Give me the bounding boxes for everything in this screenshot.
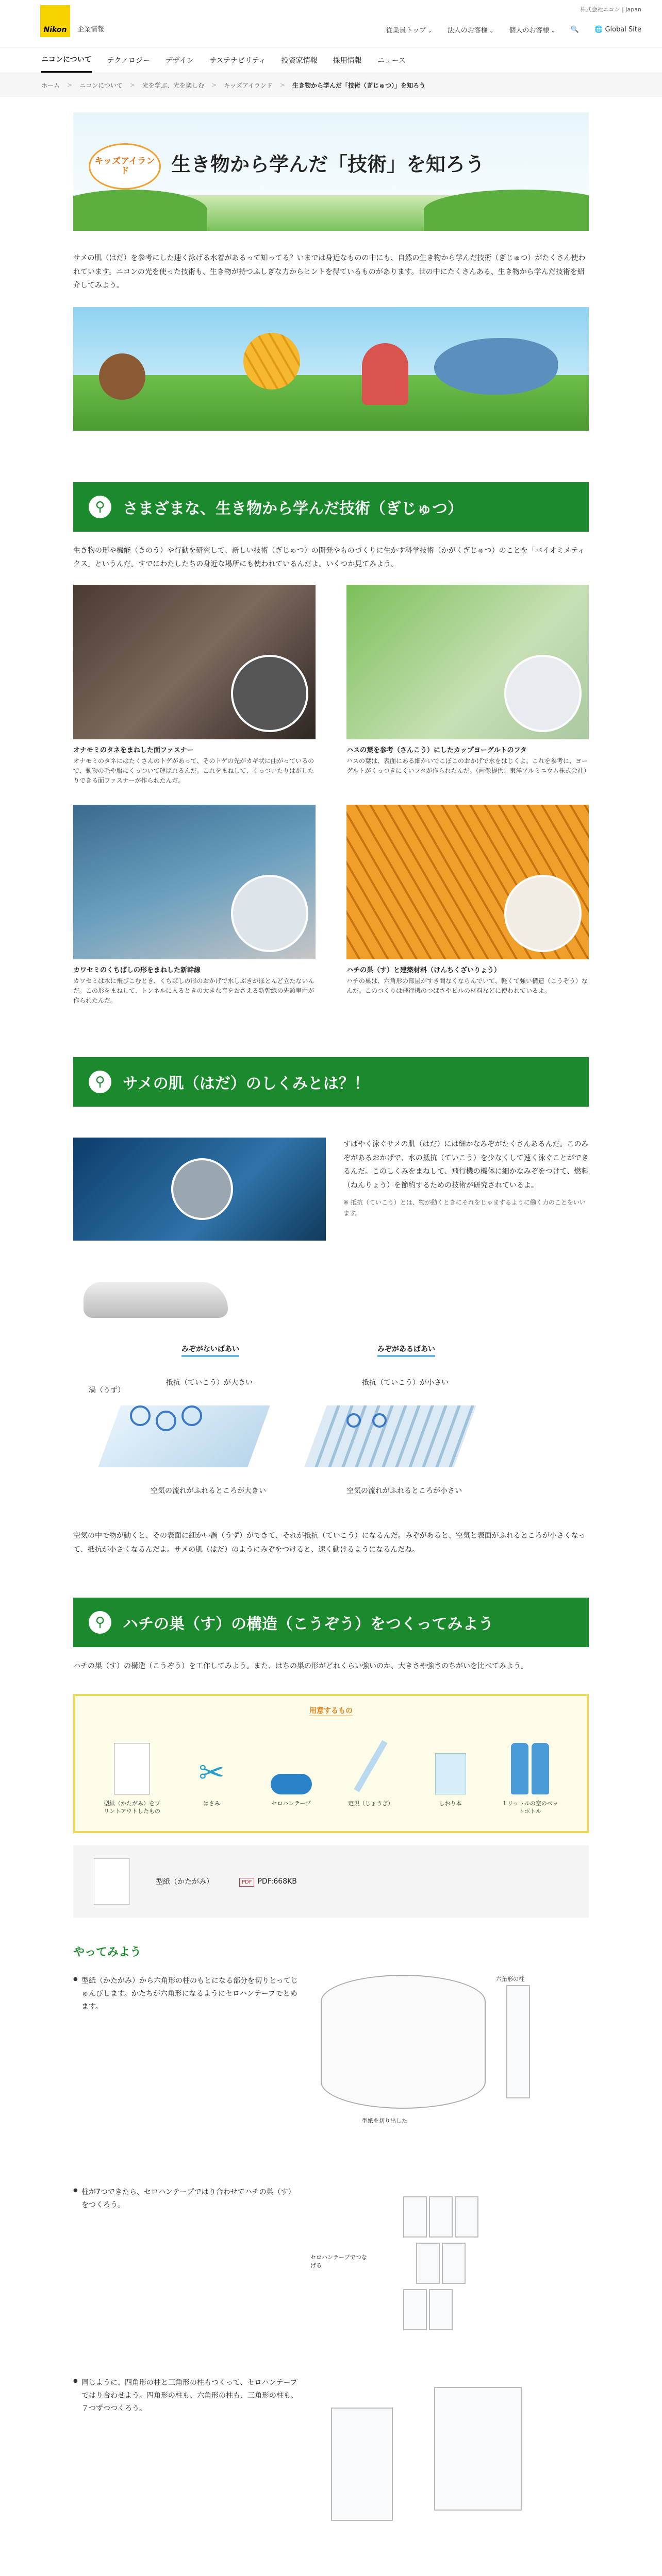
owl-character [99, 353, 145, 400]
airplane-illustration [84, 1282, 228, 1318]
step-text: ● 同じように、四角形の柱と三角形の柱もつくって、セロハンテープではり合わせよう。四角形の柱も、六角形の柱も、三角形の柱も、７つずつつくろう。 [73, 2377, 300, 2416]
vortex-swirl [156, 1411, 176, 1431]
material-label: セロハンテープ [271, 1800, 311, 1807]
kids-island-badge: キッズアイランド [89, 143, 161, 190]
honeycomb-illustration [243, 333, 300, 389]
corp-label: 企業情報 [77, 26, 105, 33]
square-column-block [331, 2408, 393, 2521]
template-download [73, 1845, 589, 1918]
materials-title: 用意するもの [309, 1705, 353, 1716]
gnav-ir[interactable]: 投資家情報 [281, 56, 318, 65]
template-thumbnail [94, 1858, 130, 1905]
hill-illustration [424, 190, 589, 231]
material-label: １リットルの空のペットボトル [502, 1800, 558, 1815]
grooved-surface [304, 1405, 476, 1467]
global-site-label: Global Site [605, 26, 641, 33]
section-intro: ハチの巣（す）の構造（こうぞう）を工作してみよう。また、はちの巣の形がどれくらい強いのか、大きさや強さのちがいを比べてみよう。 [73, 1662, 528, 1671]
shark-text: すばやく泳ぐサメの肌（はだ）には細かなみぞがたくさんあるんだ。このみぞがあるおかげで、水の抵抗（ていこう）を少なくして速く泳ぐことができるんだ。このしくみをまねして、飛行機の機体に細かなみぞをつけて、燃料（ねんりょう）を節約するための技術が研究されているよ。 [343, 1140, 589, 1190]
download-label: 型紙（かたがみ） [156, 1877, 213, 1886]
step-item [73, 2186, 589, 2361]
vortex-swirl [181, 1405, 202, 1426]
section-intro: 生き物の形や機能（きのう）や行動を研究して、新しい技術（ぎじゅつ）の開発やものづくりに生かす科学技術（かがくぎじゅつ）のことを「バイオミメティクス」というんだ。すでにわたしたちの身近な場所にも使われているんだよ。いくつか見てみよう。 [73, 546, 585, 569]
ruler-icon [354, 1740, 387, 1792]
nav-employee-top[interactable]: 従業員トップ ⌄ [386, 25, 432, 35]
crumb-current: 生き物から学んだ「技術（ぎじゅつ）」を知ろう [292, 81, 425, 89]
material-label: しおり本 [439, 1800, 462, 1807]
step-text: ● 柱が7つできたら、セロハンテープではり合わせてハチの巣（す）をつくろう。 [73, 2186, 300, 2212]
shinkansen-closeup [231, 875, 308, 952]
pdf-icon: PDF [239, 1878, 254, 1887]
material-item [420, 1738, 482, 1816]
example-card [73, 585, 316, 786]
material-label: 定規（じょうぎ） [348, 1800, 394, 1807]
hex-column [429, 2289, 453, 2330]
materials-box [73, 1694, 589, 1833]
step-item [73, 1975, 589, 2171]
nav-global-site[interactable] [594, 26, 641, 33]
hero-banner [73, 112, 589, 231]
hex-column [403, 2196, 427, 2238]
material-item [340, 1738, 402, 1816]
magnifier-icon: ⚲ [89, 496, 111, 518]
section-title: さまざまな、生き物から学んだ技術（ぎじゅつ） [123, 499, 463, 518]
tape-icon [271, 1774, 312, 1794]
nav-personal[interactable]: 個人のお客様 ⌄ [509, 25, 555, 35]
page-title: 生き物から学んだ「技術」を知ろう [171, 153, 485, 176]
step-item [73, 2377, 589, 2562]
hex-column [455, 2196, 478, 2238]
card-title: カワセミのくちばしの形をまねした新幹線 [73, 966, 201, 974]
pdf-download-link[interactable] [239, 1877, 297, 1886]
honeycomb-photo [346, 805, 589, 959]
steps-title: やってみよう [73, 1945, 142, 1959]
kingfisher-photo [73, 805, 316, 959]
example-card [73, 805, 316, 1006]
vortex-swirl [346, 1413, 361, 1428]
lid-closeup [504, 655, 582, 732]
magnifier-icon: ⚲ [89, 1071, 111, 1093]
pdf-size: PDF:668KB [257, 1877, 297, 1886]
top-nav [386, 25, 641, 35]
hex-column [442, 2243, 466, 2284]
hex-column [403, 2289, 427, 2330]
section-header-honeycomb [73, 1598, 589, 1647]
hex-column [506, 1985, 530, 2098]
search-icon[interactable]: 🔍 [570, 26, 580, 33]
card-desc: ハチの巣は、六角形の部屋がすき間なくならんでいて、軽くて強い構造（こうぞう）なんだ。このつくりは飛行機のつばさやビルの材料などに使われているよ。 [346, 977, 588, 994]
label-resistance-small: 抵抗（ていこう）が小さい [362, 1379, 449, 1387]
board-icon [435, 1753, 466, 1794]
bottle-icon [511, 1743, 528, 1794]
gnav-careers[interactable]: 採用情報 [333, 56, 362, 65]
crumb-kids[interactable]: キッズアイランド [224, 81, 273, 89]
label-groove: みぞがあるばあい [377, 1344, 435, 1357]
crumb-light[interactable]: 光を学ぶ、光を楽しむ [142, 81, 205, 89]
globe-icon: 🌐 [594, 26, 603, 33]
example-card [346, 805, 589, 1006]
gnav-sustainability[interactable]: サステナビリティ [209, 56, 266, 65]
example-grid [73, 585, 589, 1006]
material-item [260, 1738, 322, 1816]
hex-column [416, 2243, 440, 2284]
section-header-shark [73, 1057, 589, 1107]
nav-business[interactable]: 法人のお客様 ⌄ [448, 25, 494, 35]
vortex-swirl [372, 1413, 387, 1428]
section-title: サメの肌（はだ）のしくみとは？！ [123, 1075, 370, 1093]
gnav-design[interactable]: デザイン [165, 56, 194, 65]
card-title: ハチの巣（す）と建築材料（けんちくざいりょう） [346, 966, 501, 974]
shark-character [434, 338, 558, 395]
card-desc: カワセミは水に飛びこむとき、くちばしの形のおかげで水しぶきがほとんど立たないんだ。この形をまねして、トンネルに入るときの大きな音をおさえる新幹線の先頭車両が作られたんだ。 [73, 977, 315, 1004]
site-header [0, 0, 662, 47]
section-header-biomimetics [73, 482, 589, 532]
girl-character [362, 343, 408, 405]
global-nav [0, 47, 662, 73]
lotus-photo [346, 585, 589, 739]
cut-template-illustration [321, 1975, 486, 2109]
region-link[interactable]: 株式会社ニコン | Japan [580, 6, 641, 13]
skin-closeup [171, 1158, 233, 1220]
label-resistance-big: 抵抗（ていこう）が大きい [166, 1379, 253, 1387]
material-label: 型紙（かたがみ）をプリントアウトしたもの [104, 1800, 160, 1815]
scissors-icon: ✂ [198, 1755, 225, 1791]
step-label: 六角形の柱 [496, 1975, 524, 1982]
card-desc: オナモミのタネにはたくさんのトゲがあって、そのトゲの先がカギ状に曲がっているので、動物の毛や服にくっついて運ばれるんだ。これをまねして、くっついたりはがしたりできる面ファスナーが作られたんだ。 [73, 757, 315, 785]
square-column-block [434, 2387, 522, 2511]
paper-icon [114, 1743, 150, 1794]
gnav-about[interactable]: ニコンについて [41, 47, 92, 73]
bottle-icon [532, 1743, 549, 1794]
crumb-about[interactable]: ニコンについて [79, 81, 123, 89]
burdock-photo [73, 585, 316, 739]
material-item [499, 1738, 561, 1816]
crumb-home[interactable]: ホーム [41, 81, 60, 89]
breadcrumb: ホーム > ニコンについて > 光を学ぶ、光を楽しむ > キッズアイランド > 生き物から学んだ「技術（ぎじゅつ）」を知ろう [0, 73, 662, 97]
intro-illustration [73, 307, 589, 431]
main-content [73, 112, 589, 2576]
label-no-groove: みぞがないばあい [181, 1344, 239, 1357]
label-flow-big: 空気の流れがふれるところが大きい [151, 1487, 266, 1496]
drag-diagram [73, 1282, 589, 1519]
label-flow-small: 空気の流れがふれるところが小さい [346, 1487, 462, 1496]
example-card [346, 585, 589, 786]
shark-note: ※ 抵抗（ていこう）とは、物が動くときにそれをじゃまするように働く力のことをいいます。 [343, 1199, 586, 1217]
hill-illustration [73, 190, 207, 231]
label-vortex: 渦（うず） [89, 1386, 125, 1395]
step-label: 型紙を切り出した [362, 2117, 407, 2124]
fastener-closeup [231, 655, 308, 732]
step-text: ● 型紙（かたがみ）から六角形の柱のもとになる部分を切りとってじゅんびします。かたちが六角形になるようにセロハンテープでとめます。 [73, 1975, 300, 2014]
shark-skin-row [73, 1138, 589, 1241]
hex-column [429, 2196, 453, 2238]
gnav-technology[interactable]: テクノロジー [107, 56, 150, 65]
nikon-logo[interactable]: Nikon [40, 5, 70, 37]
vortex-swirl [130, 1405, 151, 1426]
card-title: オナモミのタネをまねした面ファスナー [73, 746, 194, 754]
shark-explanation: 空気の中で物が動くと、その表面に細かい渦（うず）ができて、それが抵抗（ていこう）になるんだ。みぞがあると、空気と表面がふれるところが小さくなって、抵抗が小さくなるんだよ。サメの肌（はだ）のようにみぞをつけると、速く動けるようになるんだね。 [73, 1532, 586, 1554]
material-item [101, 1738, 163, 1816]
shark-skin-image [73, 1138, 326, 1241]
intro-text: サメの肌（はだ）を参考にした速く泳げる水着があるって知ってる？いまでは身近なものの中にも、自然の生き物から学んだ技術（ぎじゅつ）がたくさん使われています。ニコンの光を使った技術も、生き物が持つふしぎな力からヒントを得ているものがあります。世の中にたくさんある、生き物から学んだ技術を紹介してみよう。 [73, 254, 586, 290]
material-item [180, 1738, 242, 1816]
gnav-news[interactable]: ニュース [377, 56, 406, 65]
magnifier-icon: ⚲ [89, 1611, 111, 1634]
material-label: はさみ [203, 1800, 220, 1807]
card-desc: ハスの葉は、表面にある細かいでこぼこのおかげで水をはじくよ。これを参考に、ヨーグルトがくっつきにくいフタが作られたんだ。（画像提供：東洋アルミニウム株式会社） [346, 757, 590, 775]
step-label: セロハンテープでつなげる [310, 2253, 367, 2269]
section-title: ハチの巣（す）の構造（こうぞう）をつくってみよう [123, 1615, 494, 1634]
card-title: ハスの葉を参考（さんこう）にしたカップヨーグルトのフタ [346, 746, 527, 754]
material-closeup [504, 875, 582, 952]
